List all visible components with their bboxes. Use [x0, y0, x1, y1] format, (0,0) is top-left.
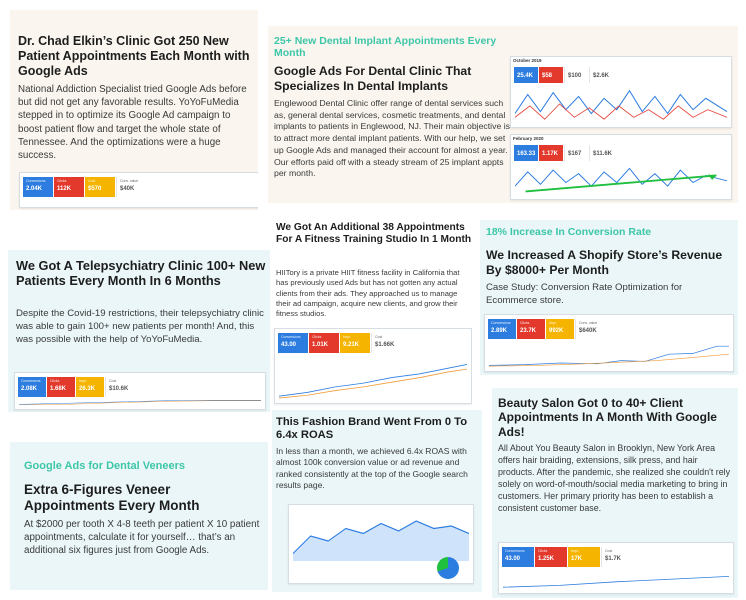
metric-tile: Conversions 43.00 [502, 547, 534, 567]
metric-tile: $11.6K [589, 145, 613, 161]
metric-tile: $100 [564, 67, 588, 83]
metric-tile: Conversions 2.04K [23, 177, 53, 197]
metric-tile: $2.6K [589, 67, 613, 83]
case-title[interactable]: Google Ads For Dental Clinic That Specializes In Dental Implants [274, 64, 472, 93]
trend-line-orange [279, 369, 467, 398]
case-card-elkin[interactable] [10, 10, 258, 210]
analytics-screenshot [274, 328, 472, 404]
metric-tile: $167 [564, 145, 588, 161]
analytics-screenshot-before [510, 56, 732, 128]
case-highlight-label: 25+ New Dental Implant Appointments Every Month [274, 35, 497, 59]
trend-line-blue [279, 364, 467, 396]
case-description: National Addiction Specialist tried Google Ads before but did not get any favorable results. YoYoFuMedia stepped in to optimize its Google Ad campaign to boost patient flow and target the whole state of Tennessee. And the optimizations were a huge success. [18, 84, 247, 162]
screenshot-date-label: February 2020 [513, 136, 544, 141]
case-card-fitness[interactable] [272, 218, 472, 406]
screenshot-date-label: October 2019 [513, 58, 542, 63]
metric-tile: Impr. 992K [546, 319, 574, 339]
case-description: HIITory is a private HIIT fitness facility in California that has previously used Ads but has not gotten any actual clients from their ads. They approached us to manage their ad campaign, acquire new clients, and grow their fitness studios. [276, 268, 460, 318]
metric-tile: Clicks 112K [54, 177, 84, 197]
metric-tile: Cost $570 [85, 177, 115, 197]
metric-tile: 1.17K [539, 145, 563, 161]
analytics-screenshot [14, 372, 266, 410]
metric-tile: Clicks 1.25K [535, 547, 567, 567]
case-card-shopify[interactable] [480, 220, 738, 375]
analytics-screenshot [288, 504, 474, 584]
trend-chart [279, 357, 467, 399]
metric-tile: Cost $1.7K [601, 547, 633, 567]
metric-tile: Cost $1.66K [371, 333, 401, 353]
trend-chart [503, 571, 729, 589]
case-title[interactable]: We Got An Additional 38 Appointments For A Fitness Training Studio In 1 Month [276, 222, 472, 246]
metric-tile: Conv. value $40K [116, 177, 146, 197]
case-description: At $2000 per tooth X 4-8 teeth per patient X 10 patient appointments, calculate it for yourself… that’s an additional six figures just from Google Ads. [24, 519, 260, 557]
trend-chart [515, 163, 727, 195]
metric-tile: Conversions 2.08K [18, 377, 46, 397]
metric-tile: Cost $10.6K [105, 377, 133, 397]
case-card-telepsychiatry[interactable] [8, 250, 270, 412]
metric-tile: 25.4K [514, 67, 538, 83]
case-card-veneers[interactable] [10, 442, 268, 590]
growth-arrow-head [708, 175, 716, 180]
case-title[interactable]: Dr. Chad Elkin’s Clinic Got 250 New Patient Appointments Each Month with Google Ads [18, 34, 250, 78]
case-highlight-label: Google Ads for Dental Veneers [24, 460, 185, 472]
metric-tile: Impr. 26.3K [76, 377, 104, 397]
roas-donut [437, 557, 459, 579]
metric-tile: Clicks 1.68K [47, 377, 75, 397]
case-card-beauty-salon[interactable] [492, 388, 738, 598]
case-title[interactable]: We Increased A Shopify Store’s Revenue By $8000+ Per Month [486, 248, 723, 277]
analytics-screenshot [498, 542, 734, 594]
metric-tile: Conv. value $640K [575, 319, 603, 339]
case-description: In less than a month, we achieved 6.4x ROAS with almost 100k conversion value or ad revenue and ranked consistently at the top of the Google search results page. [276, 446, 468, 491]
case-title[interactable]: We Got A Telepsychiatry Clinic 100+ New Patients Every Month In 6 Months [16, 258, 266, 289]
case-description: All About You Beauty Salon in Brooklyn, New York Area offers hair braiding, extensions, silk press, and hair products. After the pandemic, she realized she couldn't rely solely on word-of-mouth/social media marketing to bring in customers. Her primary priority has been to establish a consistent customer base. [498, 443, 731, 514]
metric-tile: Clicks 1.01K [309, 333, 339, 353]
metric-tile: $58 [539, 67, 563, 83]
case-highlight-label: 18% Increase In Conversion Rate [486, 226, 652, 238]
trend-chart [515, 85, 727, 123]
analytics-screenshot-after [510, 134, 732, 200]
case-title[interactable]: This Fashion Brand Went From 0 To 6.4x ROAS [276, 416, 468, 442]
metric-tile: 163.33 [514, 145, 538, 161]
case-card-fashion[interactable] [272, 410, 482, 592]
metric-tile: Conversions 43.00 [278, 333, 308, 353]
trend-line-blue [515, 91, 727, 114]
metric-tile: Impr. 9.21K [340, 333, 370, 353]
case-title[interactable]: Extra 6-Figures Veneer Appointments Every Month [24, 482, 200, 514]
case-card-dental-implants[interactable] [268, 26, 738, 203]
trend-chart [293, 511, 469, 561]
trend-chart [19, 399, 261, 405]
case-description: Case Study: Conversion Rate Optimization for Ecommerce store. [486, 282, 683, 306]
case-description: Despite the Covid-19 restrictions, their telepsychiatry clinic was able to gain 100+ new patients per month! And, this was possible with the help of YoYoFuMedia. [16, 308, 264, 345]
trend-chart [489, 343, 729, 367]
case-description: Englewood Dental Clinic offer range of dental services such as, general dental services, cosmetic treatments, and dental implants to patients in Englewood, NJ. Their main objective is to attract more dental implant patients. With our help, we set up Google Ads and managed their account for almost a year. Our efforts paid off with a steady stream of 25 implant appts per month. [274, 98, 510, 179]
metric-tile: Clicks 23.7K [517, 319, 545, 339]
case-title[interactable]: Beauty Salon Got 0 to 40+ Client Appointments In A Month With Google Ads! [498, 396, 717, 439]
analytics-screenshot [19, 172, 258, 208]
metric-tile: Conversions 2.89K [488, 319, 516, 339]
metric-tile: Impr. 17K [568, 547, 600, 567]
analytics-screenshot [484, 314, 734, 372]
trend-line-red [515, 104, 727, 119]
trend-line-blue [503, 576, 729, 587]
